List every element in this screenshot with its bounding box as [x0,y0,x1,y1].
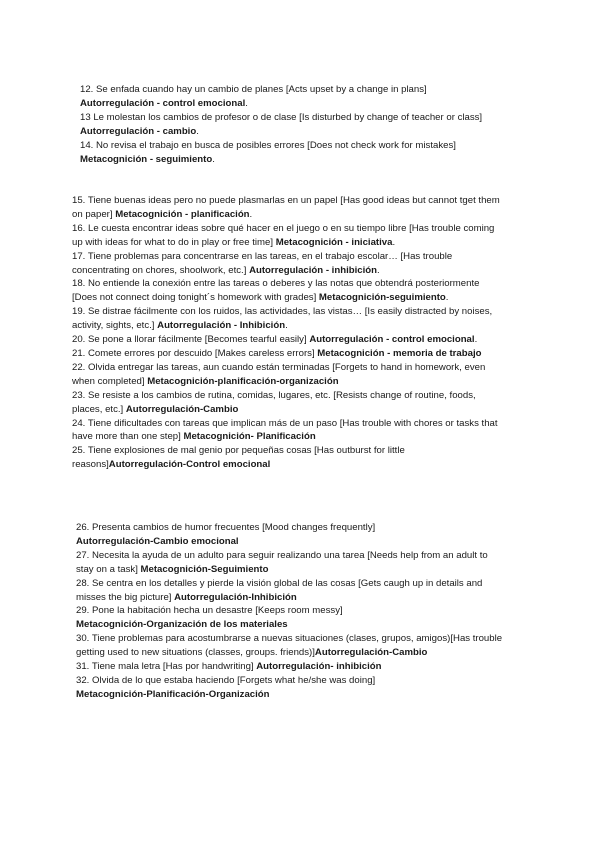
list-item [76,660,504,674]
item-category-label: Autorregulación- inhibición [256,661,382,673]
item-category-label: Metacognición-seguimiento [318,292,446,304]
item-group-3 [76,521,504,702]
item-category-label: Autorregulación-Cambio [125,403,239,415]
item-end-punctuation: . [285,320,288,332]
item-category-label: Metacognición - memoria de trabajo [317,347,482,359]
list-item [72,277,504,305]
item-category-label: Autorregulación-Control emocional [108,459,271,471]
item-category-label: Autorregulación - cambio [80,125,197,137]
item-group-1 [80,83,500,166]
item-category-label: Metacognición-Organización de los materiales [76,619,288,631]
item-category-label: Autorregulación - control emocional [80,97,246,109]
item-end-punctuation: . [245,97,248,109]
item-text: 23. Se resiste a los cambios de rutina, comidas, lugares, etc. [Resists change of routine, foods, places, etc.] [72,389,476,415]
item-text: 32. Olvida de lo que estaba haciendo [Forgets what he/she was doing] [76,674,376,686]
item-text: 27. Necesita la ayuda de un adulto para seguir realizando una tarea [Needs help from an adult to stay on a task] [76,549,488,575]
item-text: 14. No revisa el trabajo en busca de posibles errores [Does not check work for mistakes] [80,139,456,151]
item-category-label: Autorregulación - Inhibición [157,320,286,332]
item-category-label: Autorregulación-Cambio emocional [76,535,239,547]
item-end-punctuation: . [212,153,215,165]
list-item [76,577,504,605]
item-category-label: Metacognición-Planificación-Organización [76,688,270,700]
item-end-punctuation: . [474,334,478,346]
item-text: 13 Le molestan los cambios de profesor o de clase [Is disturbed by change of teacher or class] [80,111,483,123]
list-item [76,632,504,660]
item-category-label: Autorregulación-Cambio [314,647,428,659]
item-text: 29. Pone la habitación hecha un desastre [Keeps room messy] [76,605,343,617]
item-end-punctuation: . [196,125,199,137]
item-text: 18. No entiende la conexión entre las tareas o deberes y las notas que obtendrá posteriormente [Does not connect doing tonight´s homework with grades] [72,278,480,304]
item-category-label: Metacognición - iniciativa [275,236,393,248]
list-item [72,333,504,347]
item-text: 17. Tiene problemas para concentrarse en las tareas, en el trabajo escolar… [Has trouble concentrating on chores, shoolwork, etc.] [72,250,453,276]
item-category-label: Metacognición-planificación-organización [147,375,339,387]
item-text: 22. Olvida entregar las tareas, aun cuando están terminadas [Forgets to hand in homework, even when completed] [72,361,486,387]
item-category-label: Autorregulación-Inhibición [174,591,297,603]
item-text: 20. Se pone a llorar fácilmente [Becomes tearful easily] [72,334,307,346]
list-item [72,305,504,333]
list-item [76,549,504,577]
item-end-punctuation: . [392,236,396,248]
list-item [72,389,504,417]
item-category-label: Autorregulación - control emocional [309,334,475,346]
list-item [72,417,504,445]
item-text: 21. Comete errores por descuido [Makes careless errors] [72,347,315,359]
item-text: 16. Le cuesta encontrar ideas sobre qué hacer en el juego o en su tiempo libre [Has trouble coming up with ideas for what to do in play or free time] [72,222,495,248]
item-end-punctuation: . [445,292,449,304]
item-end-punctuation: . [249,208,253,220]
list-item [80,139,500,167]
list-item [80,111,500,139]
item-group-2 [72,194,504,472]
item-text: 28. Se centra en los detalles y pierde la visión global de las cosas [Gets caugh up in details and misses the big picture] [76,577,483,603]
item-text: 12. Se enfada cuando hay un cambio de planes [Acts upset by a change in plans] [80,84,427,95]
list-item [76,521,504,549]
list-item [76,674,504,702]
item-text: 19. Se distrae fácilmente con los ruidos, las actividades, las vistas… [Is easily distracted by noises, activity, sights, etc.] [72,306,493,332]
list-item [76,604,504,632]
item-text: 26. Presenta cambios de humor frecuentes [Mood changes frequently] [76,522,376,533]
list-item [80,83,500,111]
item-category-label: Autorregulación - inhibición [249,264,377,276]
item-text: 31. Tiene mala letra [Has por handwriting] [76,661,254,673]
list-item [72,222,504,250]
item-category-label: Metacognición- Planificación [183,431,316,443]
item-text: 30. Tiene problemas para acostumbrarse a nuevas situaciones (clases, grupos, amigos)[Has trouble getting used to new situations (classes, groups. friends)] [76,633,503,659]
list-item [72,250,504,278]
item-text: 24. Tiene dificultades con tareas que implican más de un paso [Has trouble with chores or tasks that have more than one step] [72,417,498,443]
list-item [72,347,504,361]
item-category-label: Metacognición - seguimiento [80,153,213,165]
item-end-punctuation: . [376,264,380,276]
list-item [72,444,504,472]
item-text: 15. Tiene buenas ideas pero no puede plasmarlas en un papel [Has good ideas but cannot tget them on paper] [72,195,500,220]
item-text: 25. Tiene explosiones de mal genio por pequeñas cosas [Has outburst for little reasons] [72,445,405,471]
list-item [72,361,504,389]
item-category-label: Metacognición-Seguimiento [140,563,269,575]
item-category-label: Metacognición - planificación [115,208,250,220]
list-item [72,194,504,222]
